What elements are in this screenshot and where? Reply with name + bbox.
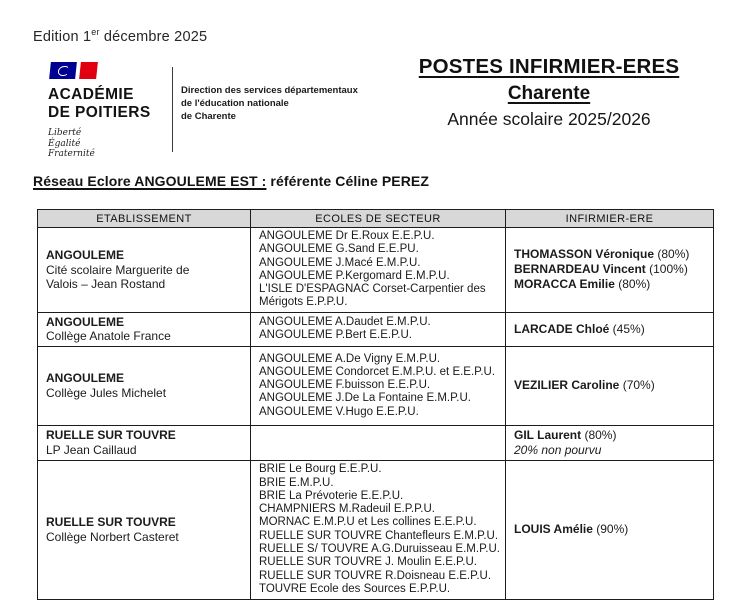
ecole-line: L'ISLE D'ESPAGNAC Corset-Carpentier des Mérigots E.P.P.U. [259, 283, 486, 309]
staff-name: VEZILIER Caroline [514, 378, 620, 393]
flag-blue-panel [49, 62, 77, 79]
ecole-line: RUELLE SUR TOUVRE Chantefleurs E.M.P.U. [259, 529, 499, 542]
ecoles-cell [251, 228, 506, 313]
dsden-line2: de l'éducation nationale [181, 98, 289, 109]
ecole-line: BRIE La Prévoterie E.E.P.U. [259, 489, 404, 502]
ecole-line: ANGOULEME F.buisson E.E.P.U. [259, 379, 431, 392]
etablissement-cell [38, 312, 251, 346]
academie-name [48, 86, 168, 122]
ecole-line: BRIE E.M.P.U. [259, 476, 334, 489]
etablissement-detail: Collège Norbert Casteret [46, 529, 179, 544]
etablissement-detail: LP Jean Caillaud [46, 442, 137, 457]
staff-name: BERNARDEAU Vincent [514, 262, 646, 277]
staff-percentage: (90%) [592, 522, 629, 537]
ecole-line: MORNAC E.M.P.U et Les collines E.E.P.U. [259, 516, 477, 529]
french-flag-icon [50, 62, 98, 80]
title-departement: Charente [507, 83, 591, 104]
ecole-line: BRIE Le Bourg E.E.P.U. [259, 463, 382, 476]
ecoles-cell [251, 346, 506, 425]
staff-line [514, 247, 709, 262]
table-row [38, 425, 714, 460]
header-divider [172, 67, 173, 152]
infirmier-cell [506, 460, 714, 599]
table-row [38, 460, 714, 599]
academie-line2: DE POITIERS [48, 104, 151, 121]
dsden-block [181, 84, 358, 123]
staff-percentage: (80%) [654, 247, 690, 262]
staff-percentage: (70%) [619, 378, 655, 393]
etablissement-detail: Valois – Jean Rostand [46, 277, 166, 292]
edition-prefix: Edition 1 [33, 28, 92, 45]
positions-table [37, 209, 714, 600]
edition-date [33, 27, 207, 45]
etablissement-name: RUELLE SUR TOUVRE [46, 515, 176, 530]
motto-line-fraternite: Fraternité [48, 149, 95, 159]
motto-line-liberte: Liberté [48, 128, 82, 138]
staff-name: MORACCA Emilie [514, 277, 615, 292]
edition-ordinal: er [91, 27, 100, 37]
etablissement-name: RUELLE SUR TOUVRE [46, 428, 176, 443]
staff-name: LOUIS Amélie [514, 522, 593, 537]
etablissement-cell [38, 346, 251, 425]
ecole-line: ANGOULEME V.Hugo E.E.P.U. [259, 405, 419, 418]
ecoles-cell [251, 425, 506, 460]
ecole-line: RUELLE SUR TOUVRE R.Doisneau E.E.P.U. [259, 569, 492, 582]
marianne-icon [57, 66, 69, 76]
academie-line1: ACADÉMIE [48, 86, 134, 103]
network-referente: référente Céline PEREZ [266, 173, 430, 189]
table-row [38, 312, 714, 346]
ecole-line: ANGOULEME A.De Vigny E.M.P.U. [259, 352, 441, 365]
dsden-line1: Direction des services départementaux [181, 85, 358, 96]
ecoles-cell [251, 312, 506, 346]
etablissement-cell [38, 460, 251, 599]
staff-name: LARCADE Chloé [514, 321, 610, 336]
ecole-line: TOUVRE Ecole des Sources E.P.P.U. [259, 582, 451, 595]
table-row [38, 228, 714, 313]
infirmier-cell [506, 346, 714, 425]
edition-suffix: décembre 2025 [99, 28, 208, 45]
etablissement-name: ANGOULEME [46, 314, 124, 329]
table-header-row [38, 210, 714, 228]
staff-line [514, 378, 709, 393]
etablissement-cell [38, 425, 251, 460]
republic-motto [48, 128, 168, 160]
dsden-line3: de Charente [181, 111, 236, 122]
etablissement-detail: Cité scolaire Marguerite de [46, 262, 190, 277]
etablissement-name: ANGOULEME [46, 248, 124, 263]
ecole-line: ANGOULEME P.Bert E.E.P.U. [259, 329, 412, 342]
staff-percentage: (80%) [614, 277, 651, 292]
ecole-line: ANGOULEME Condorcet E.M.P.U. et E.E.P.U. [259, 365, 496, 378]
ecole-line: ANGOULEME J.De La Fontaine E.M.P.U. [259, 392, 471, 405]
positions-table-wrapper [37, 209, 713, 600]
staff-line [514, 277, 709, 292]
etablissement-name: ANGOULEME [46, 371, 124, 386]
table-body [38, 228, 714, 600]
header-ecoles-de-secteur: ECOLES DE SECTEUR [251, 210, 506, 228]
ecole-line: CHAMPNIERS M.Radeuil E.P.P.U. [259, 503, 435, 516]
staff-percentage: (45%) [609, 321, 645, 336]
staff-line [514, 522, 709, 537]
ecole-line: ANGOULEME P.Kergomard E.M.P.U. [259, 269, 450, 282]
document-title [382, 54, 716, 132]
infirmier-cell [506, 228, 714, 313]
etablissement-detail: Collège Jules Michelet [46, 385, 167, 400]
header-etablissement: ETABLISSEMENT [38, 210, 251, 228]
staff-name: THOMASSON Véronique [514, 247, 655, 262]
title-main: POSTES INFIRMIER-ERES [418, 55, 680, 78]
network-name: Réseau Eclore ANGOULEME EST : [33, 173, 267, 189]
table-row [38, 346, 714, 425]
ecole-line: ANGOULEME A.Daudet E.M.P.U. [259, 315, 431, 328]
staff-percentage: (80%) [581, 427, 617, 442]
staff-percentage: (100%) [645, 262, 688, 277]
network-heading [33, 173, 429, 189]
staff-note: 20% non pourvu [514, 442, 602, 457]
ecoles-cell [251, 460, 506, 599]
ecole-line: RUELLE S/ TOUVRE A.G.Duruisseau E.M.P.U. [259, 543, 500, 556]
academie-logo [48, 62, 168, 160]
ecole-line: ANGOULEME G.Sand E.E.PU. [259, 243, 419, 256]
flag-red-panel [79, 62, 98, 79]
etablissement-cell [38, 228, 251, 313]
title-school-year: Année scolaire 2025/2026 [447, 109, 651, 129]
infirmier-cell [506, 425, 714, 460]
staff-line [514, 262, 709, 277]
ecole-line: ANGOULEME J.Macé E.M.P.U. [259, 256, 421, 269]
infirmier-cell [506, 312, 714, 346]
ecole-line: RUELLE SUR TOUVRE J. Moulin E.E.P.U. [259, 556, 477, 569]
ecole-line: ANGOULEME Dr E.Roux E.E.P.U. [259, 230, 435, 242]
staff-name: GIL Laurent [514, 427, 582, 442]
header-infirmier-ere: INFIRMIER-ERE [506, 210, 714, 228]
etablissement-detail: Collège Anatole France [46, 329, 171, 344]
staff-line [514, 322, 709, 337]
motto-line-egalite: Égalité [48, 138, 81, 149]
staff-line [514, 428, 709, 443]
